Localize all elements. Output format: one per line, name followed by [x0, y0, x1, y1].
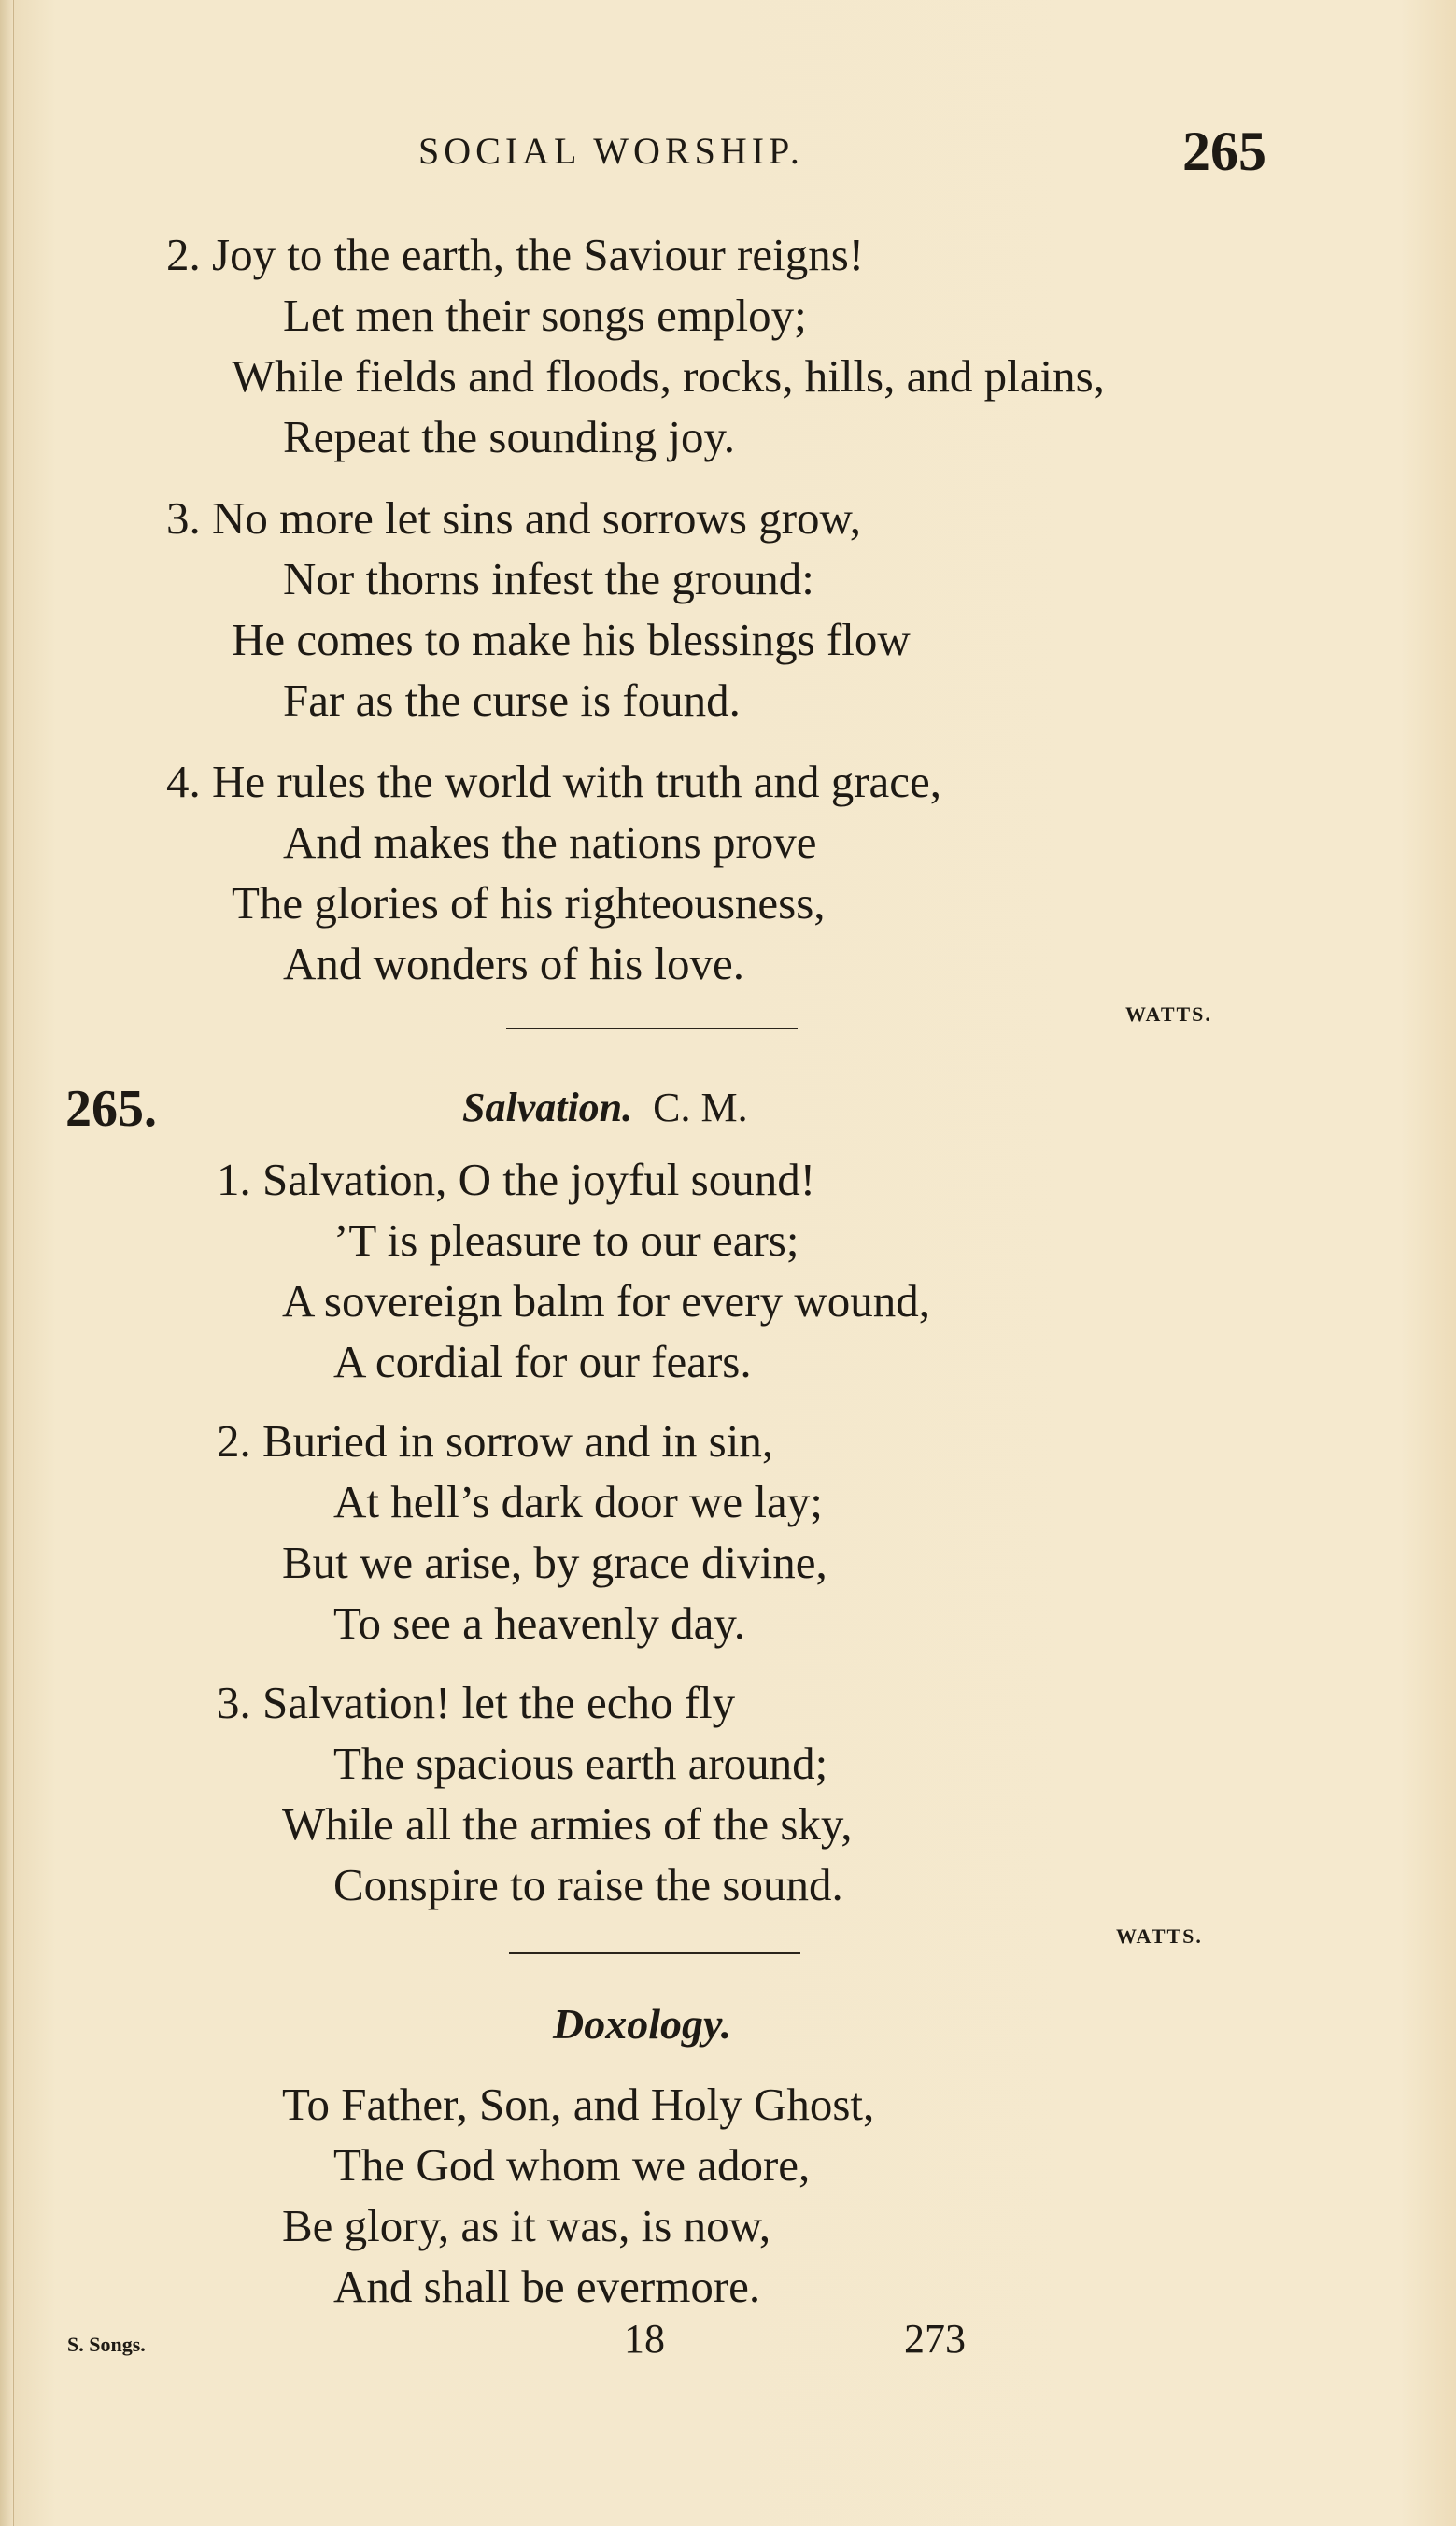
stanza-number: 2.	[217, 1415, 251, 1467]
stanza-line: A cordial for our fears.	[333, 1336, 752, 1387]
stanza-line: A sovereign balm for every wound,	[282, 1275, 930, 1327]
stanza-number: 4.	[166, 756, 201, 807]
stanza-line: ’T is pleasure to our ears;	[333, 1214, 799, 1266]
stanza-line: While fields and floods, rocks, hills, and plains,	[232, 350, 1105, 402]
doxology-line: To Father, Son, and Holy Ghost,	[282, 2079, 875, 2130]
stanza-number: 1.	[217, 1154, 251, 1205]
footer-page-number: 273	[904, 2316, 966, 2362]
stanza-line: The glories of his righteousness,	[232, 877, 826, 929]
hymn-title-text: Salvation.	[462, 1085, 633, 1130]
doxology-line: The God whom we adore,	[333, 2139, 811, 2191]
hymn-meter: C. M.	[653, 1085, 748, 1130]
stanza-line: 4. He rules the world with truth and grace,	[166, 756, 942, 807]
stanza-line: He comes to make his blessings flow	[232, 614, 911, 665]
doxology-line: Be glory, as it was, is now,	[282, 2200, 771, 2251]
doxology-line: And shall be evermore.	[333, 2261, 761, 2312]
stanza-line: The spacious earth around;	[333, 1738, 828, 1789]
stanza-line: 1. Salvation, O the joyful sound!	[217, 1154, 816, 1205]
doxology-title: Doxology.	[553, 2000, 732, 2048]
stanza-line: Far as the curse is found.	[283, 674, 741, 726]
sheet-number: 18	[624, 2316, 665, 2362]
stanza-line: Conspire to raise the sound.	[333, 1859, 843, 1910]
stanza-number: 3.	[166, 492, 201, 544]
stanza-line: 2. Joy to the earth, the Saviour reigns!	[166, 229, 865, 280]
stanza-line: Nor thorns infest the ground:	[283, 553, 814, 604]
stanza-line: To see a heavenly day.	[333, 1597, 745, 1649]
hymn-title	[462, 1084, 748, 1131]
stanza-line: While all the armies of the sky,	[282, 1798, 853, 1850]
stanza-number: 2.	[166, 229, 201, 280]
stanza-line: And wonders of his love.	[283, 938, 745, 989]
stanza-number: 3.	[217, 1677, 251, 1728]
page-binding-edge	[0, 0, 14, 2526]
hymn-number: 265.	[65, 1080, 157, 1138]
page-number: 265	[1182, 121, 1266, 182]
stanza-line: At hell’s dark door we lay;	[333, 1476, 823, 1527]
author-attribution: WATTS.	[1125, 1002, 1212, 1026]
section-rule	[506, 1028, 798, 1029]
signature-mark: S. Songs.	[67, 2333, 146, 2356]
stanza-line: 2. Buried in sorrow and in sin,	[217, 1415, 774, 1467]
stanza-line: But we arise, by grace divine,	[282, 1537, 827, 1588]
author-attribution: WATTS.	[1116, 1924, 1203, 1948]
stanza-line: Let men their songs employ;	[283, 290, 807, 341]
stanza-line: And makes the nations prove	[283, 816, 817, 868]
running-header: SOCIAL WORSHIP.	[418, 130, 804, 172]
stanza-line: 3. No more let sins and sorrows grow,	[166, 492, 861, 544]
stanza-line: 3. Salvation! let the echo fly	[217, 1677, 736, 1728]
stanza-line: Repeat the sounding joy.	[283, 411, 736, 462]
section-rule	[509, 1952, 800, 1954]
